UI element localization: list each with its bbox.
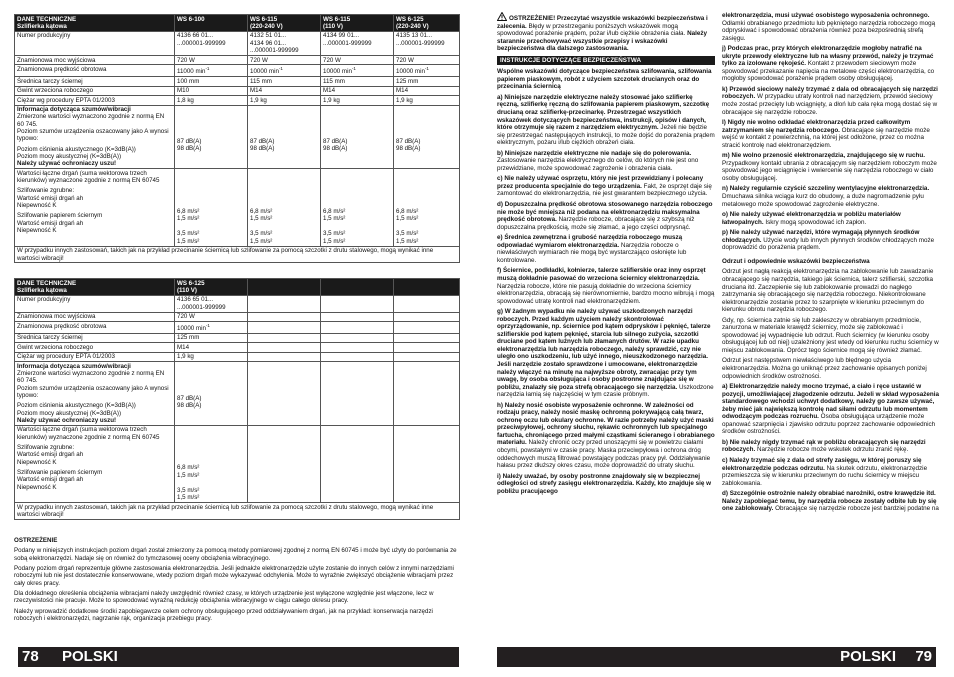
spec-label: Średnica tarczy ściernej <box>15 333 175 343</box>
right-column-2 <box>722 12 940 516</box>
footer-right <box>497 647 936 667</box>
vibration-warning-para: Podany poziom drgań reprezentuje główne zastosowania elektronarzędzia. Jeśli jednakże elektronarzędzie użyte zostanie do innych celów z innymi narzędziami roboczymi lub nie jest dostatecznie konserwowane, wtedy poziom drgań może wykazywać odchylenia. Może to wyraźnie zwiększyć obciążenie wibracjami przez cały okres pracy. <box>14 564 454 587</box>
vibration-warning-title: OSTRZEŻENIE <box>14 537 58 544</box>
spec-row <box>15 322 460 334</box>
section-header: INSTRUKCJE DOTYCZĄCE BEZPIECZEŃSTWA <box>497 56 715 66</box>
general-warning: OSTRZEŻENIE! Przeczytać wszystkie wskazówki bezpieczeństwa i zalecenia. Błędy w przestrzeganiu poniższych wskazówek mogą spowodować porażenie prądem, pożar i/lub ciężkie obrażenia ciała. Należy starannie przechowywać wszystkie przepisy i wskazówki bezpieczeństwa dla dalszego zastosowania. <box>497 12 715 53</box>
spec-row <box>15 65 460 77</box>
spec-table-1-header <box>15 15 460 32</box>
spec-value <box>321 312 394 322</box>
spec-value: 10000 $\min^{-1}$ <box>175 322 248 334</box>
noise-val: 87 dB(A) 98 dB(A) <box>321 105 394 169</box>
vibration-row <box>15 425 460 502</box>
safety-item: h) Należy nosić osobiste wyposażenie ochronne. W zależności od rodzaju pracy, należy nosić maskę ochronną pokrywającą całą twarz, ochronę oczu lub okulary ochronne. W razie potrzeby należy użyć maski przeciwpyłowej, ochrony słuchu, rękawic ochronnych lub specjalnego fartucha, chroniącego przed małymi cząstkami ścieranego i obrabianego materiału. Należy chronić oczy przed unoszącymi się w powietrzu ciałami obcymi, powstałymi w czasie pracy. Maska przeciwpyłowa i ochrona dróg oddechowych muszą filtrować powstający podczas pracy pył. Oddziaływanie hałasu przez dłuższy okres czasu, może doprowadzić do utraty słuchu. <box>497 401 715 470</box>
spec-label: Znamionowa moc wyjściowa <box>15 55 175 65</box>
noise-row <box>15 362 460 426</box>
spec-value <box>248 352 321 362</box>
spec-label: Numer produkcyjny <box>15 31 175 55</box>
spec-value: M10 <box>175 86 248 96</box>
spec-value: 4136 66 01... ...000001-999999 <box>175 31 248 55</box>
noise-label: Informacja dotycząca szumów/wibracji Zmierzone wartości wyznaczono zgodnie z normą EN 60 745. Poziom szumów urządzenia oszacowany jako A wynosi typowo: Poziom ciśnienia akustycznego (K=3dB(A)) Poziom mocy akustycznej (K=3dB(A)) Należy używać ochroniaczy uszu! <box>15 362 175 426</box>
spec-table-1-rows <box>15 31 460 105</box>
safety-item: d) Dopuszczalna prędkość obrotowa stosowanego narzędzia roboczego nie może być mniejsza niż podana na elektronarzędziu maksymalna prędkość obrotowa. Narzędzie robocze, obracające się z szybszą niż dopuszczalna prędkością, może się złamać, a jego części odprysnąć. <box>497 201 713 231</box>
spec-value <box>321 343 394 353</box>
spec-label: Średnica tarczy ściernej <box>15 77 175 87</box>
spec-value: M14 <box>321 86 394 96</box>
vibration-val: 6,8 m/s² 1,5 m/s² 3,5 m/s² 1,5 m/s² <box>321 169 394 246</box>
header-cell <box>248 279 321 296</box>
warning-triangle-icon <box>497 12 507 21</box>
kickback-para: Odrzut jest następstwem niewłaściwego lub błędnego użycia elektronarzędzia. Można go uniknąć przez zachowanie opisanych poniżej odpowiednich środków ostrożności. <box>722 357 927 380</box>
safety-item: o) Nie należy używać elektronarzędzia w pobliżu materiałów łatwopalnych. Iskry mogą spowodować ich zapłon. <box>722 211 901 226</box>
header-cell <box>394 279 460 296</box>
spec-value: 1,9 kg <box>394 96 460 106</box>
spec-value: 720 W <box>248 55 321 65</box>
spec-value: 1,9 kg <box>175 352 248 362</box>
right-page <box>477 0 954 677</box>
noise-row <box>15 105 460 169</box>
spec-value <box>248 312 321 322</box>
page-number: 79 <box>915 648 932 665</box>
safety-item: i) Należy uważać, by osoby postronne znajdowały się w bezpiecznej odległości od strefy zasięgu elektronarzędzia. Każdy, kto znajduje się w pobliżu pracującego <box>497 472 712 495</box>
safety-intro: Wspólne wskazówki dotyczące bezpieczeństwa szlifowania, szlifowania papierem piaskowym, robót z użyciem szczotek drucianych oraz do przecinania ściernicą <box>497 68 712 91</box>
safety-item: c) Należy trzymać się z dala od strefy zasięgu, w której poruszy się elektronarzędzie podczas odrzutu. Na skutek odrzutu, elektronarzędzie przemieszcza się w kierunku przeciwnym do ruchu ściernicy w miejscu zablokowania. <box>722 456 928 487</box>
footer-left <box>18 647 459 667</box>
vibration-val: 6,8 m/s² 1,5 m/s² 3,5 m/s² 1,5 m/s² <box>175 169 248 246</box>
spec-value <box>248 295 321 312</box>
spec-table-2-rows <box>15 295 460 361</box>
safety-item: a) Elektronarzędzie należy mocno trzymać, a ciało i ręce ustawić w pozycji, umożliwiającej złagodzenie odrzutu. Jeżeli w skład wyposażenia standardowego wchodzi uchwyt dodatkowy, należy go zawsze używać, żeby mieć jak największą kontrolę nad siłami odrzutu lub momentem odwodzącym podczas rozruchu. Osoba obsługująca urządzenie może opanować szarpnięcia i zjawisko odrzutu poprzez zachowanie odpowiednich środków ostrożności. <box>722 383 939 436</box>
noise-val: 87 dB(A) 98 dB(A) <box>175 362 248 426</box>
header-cell: DANE TECHNICZNE Szlifierka kątowa <box>15 15 175 32</box>
spec-value: 4132 51 01... 4134 96 01... ...000001-999999 <box>248 31 321 55</box>
vibration-note: W przypadku innych zastosowań, takich jak na przykład przecinanie ściernicą lub szlifowanie za pomocą szczotki z drutu stalowego, mogą wynikać inne wartości wibracji! <box>15 503 460 520</box>
spec-value <box>321 333 394 343</box>
right-column-1 <box>497 12 715 498</box>
spec-table-2 <box>14 278 460 520</box>
safety-item: b) Niniejsze narzędzie elektryczne nie nadaje się do polerowania. Zastosowanie narzędzia elektrycznego do celów, do których nie jest ono przewidziane, może spowodować zagrożenie i obrażenia ciała. <box>497 149 699 172</box>
safety-items-2 <box>722 45 940 252</box>
safety-item: k) Przewód sieciowy należy trzymać z dala od obracających się narzędzi roboczych. W przypadku utraty kontroli nad narzędziem, przewód sieciowy może zostać przecięty lub wciągnięty, a dłoń lub cała ręka mogą dostać się w obracające się narzędzie robocze. <box>722 85 938 116</box>
spec-value: 10000 $\min^{-1}$ <box>321 65 394 77</box>
spec-value: 4136 65 01... ...000001-999999 <box>175 295 248 312</box>
safety-item: m) Nie wolno przenosić elektronarzędzia, znajdującego się w ruchu. Przypadkowy kontakt ubrania z obracającym się narzędziem roboczym może spowodować jego wciągnięcie i wwiercenie się narzędzia roboczego w ciało osoby obsługującej. <box>722 152 937 182</box>
spec-value: 10000 $\min^{-1}$ <box>248 65 321 77</box>
spec-value: 4135 13 01... ...000001-999999 <box>394 31 460 55</box>
spec-value: 1,9 kg <box>248 96 321 106</box>
spec-value: M14 <box>248 86 321 96</box>
spec-value <box>321 295 394 312</box>
noise-val: 87 dB(A) 98 dB(A) <box>175 105 248 169</box>
spec-row <box>15 343 460 353</box>
spec-value: 115 mm <box>321 77 394 87</box>
spec-value: 720 W <box>321 55 394 65</box>
safety-item: e) Średnica zewnętrzna i grubość narzędzia roboczego muszą odpowiadać wymiarom elektronarzędzia. Narzędzia robocze o niewłaściwych wymiarach nie mogą być wystarczająco osłonięte lub kontrolowane. <box>497 234 687 264</box>
spec-value: 10000 $\min^{-1}$ <box>394 65 460 77</box>
safety-item: n) Należy regularnie czyścić szczeliny wentylacyjne elektronarzędzia. Dmuchawa silnika wciąga kurz do obudowy, a duże nagromadzenie pyłu metalowego może spowodować zagrożenie elektryczne. <box>722 185 930 208</box>
header-cell: DANE TECHNICZNE Szlifierka kątowa <box>15 279 175 296</box>
noise-label: Informacja dotycząca szumów/wibracji Zmierzone wartości wyznaczono zgodnie z normą EN 60 745. Poziom szumów urządzenia oszacowany jako A wynosi typowo: Poziom ciśnienia akustycznego (K=3dB(A)) Poziom mocy akustycznej (K=3dB(A)) Należy używać ochroniaczy uszu! <box>15 105 175 169</box>
spec-value: 1,8 kg <box>175 96 248 106</box>
vibration-val: 6,8 m/s² 1,5 m/s² 3,5 m/s² 1,5 m/s² <box>175 425 248 502</box>
spec-value: 720 W <box>394 55 460 65</box>
safety-item: g) W żadnym wypadku nie należy używać uszkodzonych narzędzi roboczych. Przed każdym użyciem należy skontrolować oprzyrządowanie, np. ściernice pod kątem odprysków i pęknięć, talerze szlifierskie pod kątem pęknięć, starcia lub silnego zużycia, szczotki druciane pod kątem luźnych lub złamanych drutów. W razie upadku elektronarzędzia lub narzędzia roboczego, należy sprawdzić, czy nie uległo ono uszkodzeniu, lub użyć innego, nieuszkodzonego narzędzia. Jeśli narzędzie zostało sprawdzone i umocowane, elektronarzędzie należy włączyć na minutę na najwyższe obroty, zwracając przy tym uwagę, by osoba obsługująca i osoby postronne znajdujące się w pobliżu, znalazły się poza strefą obracającego się narzędzia. Uszkodzone narzędzia łamią się najczęściej w tym czasie próbnym. <box>497 308 714 399</box>
safety-continuation: elektronarzędzia, musi używać osobistego wyposażenia ochronnego. Odłamki obrabianego przedmiotu lub pękniętego narzędzia roboczego mogą odpryskiwać i spowodować obrażenia również poza bezpośrednią strefą zasięgu. <box>722 12 936 42</box>
spec-row <box>15 333 460 343</box>
spec-row <box>15 55 460 65</box>
vibration-warning <box>14 537 459 622</box>
spec-value <box>248 322 321 334</box>
spec-value <box>394 322 460 334</box>
spec-row <box>15 96 460 106</box>
vibration-note: W przypadku innych zastosowań, takich jak na przykład przecinanie ściernicą lub szlifowanie za pomocą szczotki z drutu stalowego, mogą wynikać inne wartości wibracji! <box>15 246 460 263</box>
vibration-val: 6,8 m/s² 1,5 m/s² 3,5 m/s² 1,5 m/s² <box>394 169 460 246</box>
language-label: POLSKI <box>840 648 896 665</box>
header-cell: WS 6-100 <box>175 15 248 32</box>
spec-value: 125 mm <box>175 333 248 343</box>
vibration-warning-para: Należy wprowadzić dodatkowe środki zapobiegawcze celem ochrony obsługującego przed oddziaływaniem drgań, jak na przykład: konserwacja narzędzi roboczych i elektronarzędzi, nagrzanie rąk, organizacja przebiegu pracy. <box>14 607 433 622</box>
kickback-para: Odrzut jest nagłą reakcją elektronarzędzia na zablokowanie lub zawadzanie obracającego się narzędzia, takiego jak ściernica, talerz szlifierski, szczotka druciana itd. Zaczepienie się lub zablokowanie prowadzi do nagłego zatrzymania się obracającego się narzędzia roboczego. Niekontrolowane elektronarzędzie zostanie przez to szarpnięte w kierunku przeciwnym do kierunku obrotu narzędzia roboczego. <box>722 268 934 314</box>
safety-item: j) Podczas prac, przy których elektronarzędzie mogłoby natrafić na ukryte przewody elektryczne lub na własny przewód, należy je trzymać tylko za izolowane rękojeść. Kontakt z przewodem sieciowym może spowodować przekazanie napięcia na metalowe części elektronarzędzia, co mogłoby spowodować porażenie prądem osoby obsługującej. <box>722 45 935 83</box>
safety-item: c) Nie należy używać osprzętu, który nie jest przewidziany i polecany przez producenta specjalnie do tego urządzenia. Fakt, że osprzęt daje się zamontować do elektronarzędzia, nie jest gwarantem bezpiecznego użycia. <box>497 175 712 198</box>
spec-label: Znamionowa moc wyjściowa <box>15 312 175 322</box>
spec-row <box>15 86 460 96</box>
spec-value: 4134 99 01... ...000001-999999 <box>321 31 394 55</box>
header-cell: WS 6-125 (220-240 V) <box>394 15 460 32</box>
noise-val: 87 dB(A) 98 dB(A) <box>394 105 460 169</box>
spec-value: 125 mm <box>394 77 460 87</box>
spec-value: 720 W <box>175 55 248 65</box>
spec-label: Gwint wrzeciona roboczego <box>15 343 175 353</box>
spec-row <box>15 312 460 322</box>
kickback-para: Gdy, np. ściernica zatnie się lub zakleszczy w obrabianym przedmiocie, zanurzona w materiale krawędź ściernicy, może się zablokować i spowodować jej wypadnięcie lub odrzut. Ruch ściernicy (w kierunku osoby obsługującej lub od niej) uzależniony jest wtedy od kierunku ruchu ściernicy w miejscu zablokowania. Oprócz tego ściernice mogą się również złamać. <box>722 316 939 354</box>
header-cell: WS 6-125 (110 V) <box>175 279 248 296</box>
safety-item: d) Szczególnie ostrożnie należy obrabiać narożniki, ostre krawędzie itd. Należy zapobiegać temu, by narzędzia robocze zostały odbite lub by się one zablokowały. Obracające się narzędzie robocze jest bardziej podatne na <box>722 490 939 513</box>
spec-value: 1,9 kg <box>321 96 394 106</box>
vibration-row <box>15 169 460 246</box>
header-cell: WS 6-115 (220-240 V) <box>248 15 321 32</box>
vibration-note-row <box>15 503 460 520</box>
spec-row <box>15 295 460 312</box>
header-cell: WS 6-115 (110 V) <box>321 15 394 32</box>
vibration-warning-para: Dla dokładnego określenia obciążenia wibracjami należy uwzględnić również czasy, w których urządzenie jest wyłączone względnie jest włączone, lecz w rzeczywistości nie pracuje. Może to spowodować wyraźną redukcję obciążenia wibracyjnego w ciągu całego okresu pracy. <box>14 589 434 605</box>
vibration-label: Wartości łączne drgań (suma wektorowa trzech kierunków) wyznaczone zgodnie z normą EN 60745 Szlifowanie zgrubne: Wartość emisji drgań ah Niepewność K Szlifowanie papierem ściernym Wartość emisji drgań ah Niepewność K <box>15 169 175 246</box>
spec-value <box>394 295 460 312</box>
vibration-warning-para: Podany w niniejszych instrukcjach poziom drgań został zmierzony za pomocą metody pomiarowej zgodnej z normą EN 60745 i może być użyty do porównania ze sobą elektronarzędzi. Nadaje się on również do tymczasowej oceny obciążenia wibracyjnego. <box>14 547 457 562</box>
vibration-val: 6,8 m/s² 1,5 m/s² 3,5 m/s² 1,5 m/s² <box>248 169 321 246</box>
spec-value: 100 mm <box>175 77 248 87</box>
spec-label: Znamionowa prędkość obrotowa <box>15 65 175 77</box>
spec-value <box>394 312 460 322</box>
vibration-note-row <box>15 246 460 263</box>
spec-value <box>321 322 394 334</box>
spec-value <box>321 352 394 362</box>
spec-value: M14 <box>175 343 248 353</box>
safety-item: p) Nie należy używać narzędzi, które wymagają płynnych środków chłodzących. Użycie wody lub innych płynnych środków chłodzących może doprowadzić do porażenia prądem. <box>722 229 935 252</box>
spec-value: 115 mm <box>248 77 321 87</box>
spec-label: Ciężar wg procedury EPTA 01/2003 <box>15 96 175 106</box>
spec-value <box>394 343 460 353</box>
header-cell <box>321 279 394 296</box>
spec-value: M14 <box>394 86 460 96</box>
safety-item: b) Nie należy nigdy trzymać rąk w pobliżu obracających się narzędzi roboczych. Narzędzie robocze może wskutek odrzutu zranić rękę. <box>722 438 926 454</box>
kickback-items <box>722 383 940 513</box>
spec-label: Gwint wrzeciona roboczego <box>15 86 175 96</box>
vibration-label: Wartości łączne drgań (suma wektorowa trzech kierunków) wyznaczone zgodnie z normą EN 60745 Szlifowanie zgrubne: Wartość emisji drgań ah Niepewność K Szlifowanie papierem ściernym Wartość emisji drgań ah Niepewność K <box>15 425 175 502</box>
spec-row <box>15 352 460 362</box>
noise-val: 87 dB(A) 98 dB(A) <box>248 105 321 169</box>
spec-value <box>248 333 321 343</box>
spec-label: Ciężar wg procedury EPTA 01/2003 <box>15 352 175 362</box>
safety-item: l) Nigdy nie wolno odkładać elektronarzędzia przed całkowitym zatrzymaniem się narzędzia roboczego. Obracające się narzędzie może wejść w kontakt z powierzchnią, na której jest odłożone, przez co można stracić kontrolę nad elektronarzędziem. <box>722 119 930 149</box>
spec-table-2-header <box>15 279 460 296</box>
spec-value <box>394 352 460 362</box>
safety-items-1 <box>497 94 715 495</box>
spec-label: Znamionowa prędkość obrotowa <box>15 322 175 334</box>
spec-label: Numer produkcyjny <box>15 295 175 312</box>
page-number: 78 <box>22 648 39 665</box>
safety-item: f) Ściernice, podkładki, kołnierze, talerze szlifierskie oraz inny osprzęt muszą dokładnie pasować do wrzeciona ściernicy elektronarzędzia. Narzędzia robocze, które nie pasują dokładnie do wrzeciona ściernicy elektronarzędzia, obracają się nierównomiernie, bardzo mocno wibrują i mogą spowodować utratę kontroli nad elektronarzędziem. <box>497 267 715 305</box>
spec-value: 720 W <box>175 312 248 322</box>
language-label: POLSKI <box>62 648 118 665</box>
kickback-title: Odrzut i odpowiednie wskazówki bezpieczeństwa <box>722 257 870 265</box>
spec-row <box>15 77 460 87</box>
safety-item: a) Niniejsze narzędzie elektryczne należy stosować jako szlifierkę ręczną, szlifierkę ręczną do szlifowania papierem piaskowym, szczotkę drucianą oraz szlifierkę-przecinarkę. Przestrzegać wszystkich wskazówek dotyczących bezpieczeństwa, instrukcji, opisów i danych, które otrzymuje się razem z narzędziem elektrycznym. Jeżeli nie będzie się przestrzegać następujących instrukcji, to może dojść do porażenia prądem elektrycznym, pożaru i/lub ciężkich obrażeń ciała. <box>497 93 715 147</box>
spec-row <box>15 31 460 55</box>
spec-value: 11000 $\min^{-1}$ <box>175 65 248 77</box>
spec-value <box>248 343 321 353</box>
spec-value <box>394 333 460 343</box>
spec-table-1 <box>14 14 460 263</box>
